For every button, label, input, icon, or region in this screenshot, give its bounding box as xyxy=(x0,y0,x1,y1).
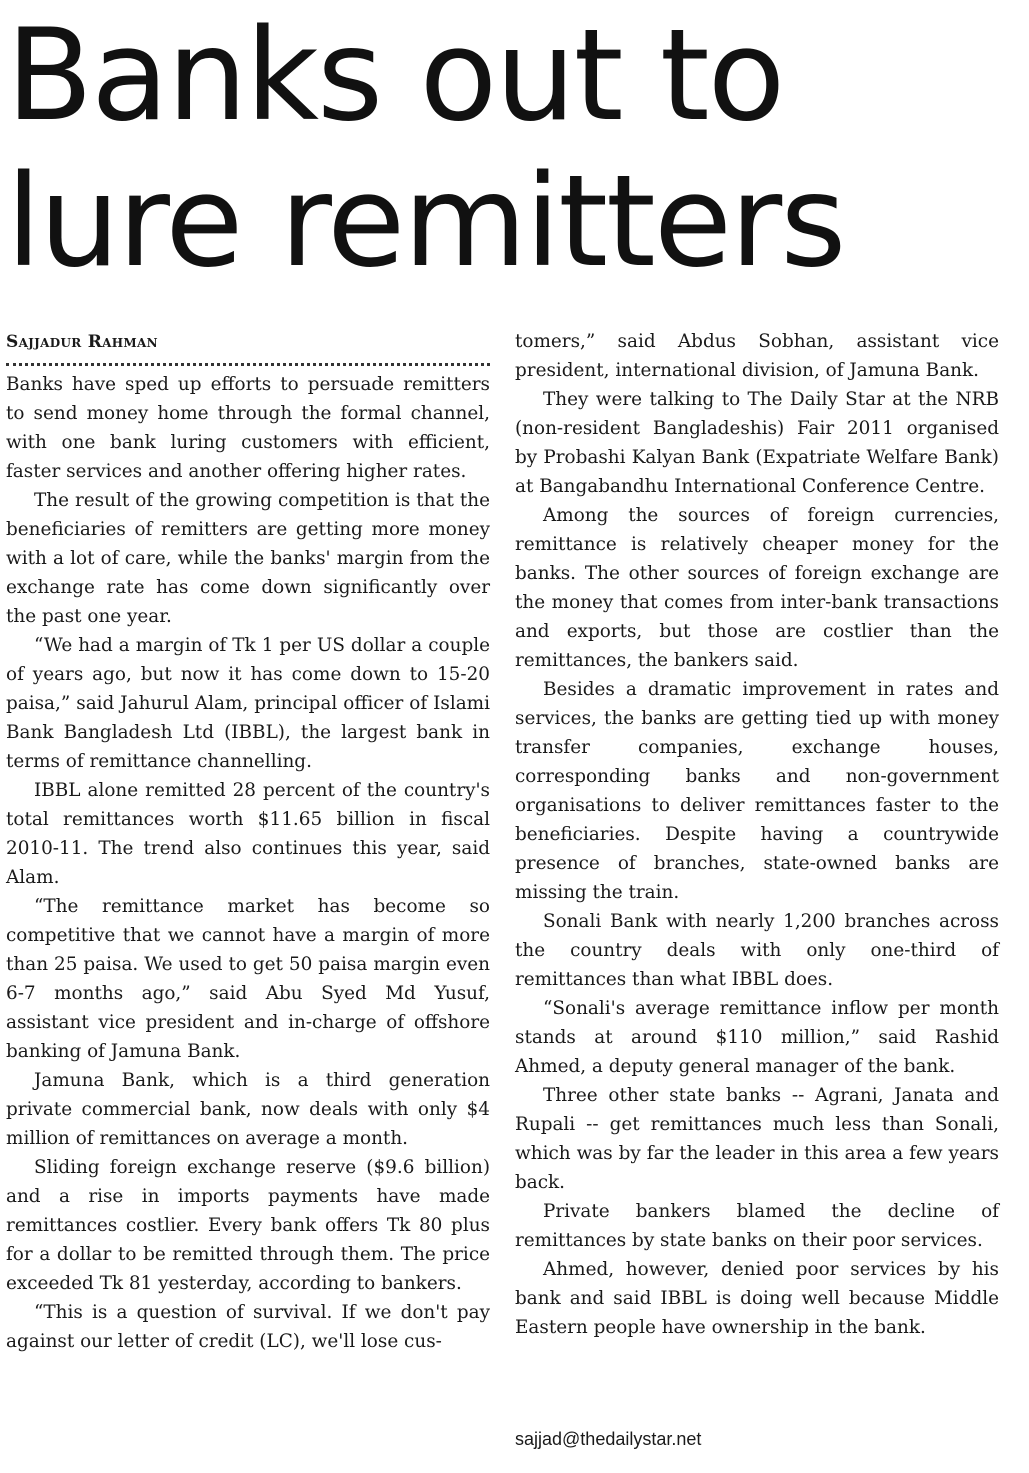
paragraph: Sonali Bank with nearly 1,200 branches across the country deals with only one-third of remittances than what IBBL does. xyxy=(515,911,999,990)
paragraph: IBBL alone remitted 28 percent of the country's total remittances worth $11.65 billion in fiscal 2010-11. The trend also continues this year, said Alam. xyxy=(6,780,490,888)
headline-line-1: Banks out to xyxy=(6,1,784,149)
paragraph: Jamuna Bank, which is a third generation private commercial bank, now deals with only $4 million of remittances on average a month. xyxy=(6,1070,490,1149)
byline-divider xyxy=(6,363,490,366)
paragraph: “The remittance market has become so competitive that we cannot have a margin of more than 25 paisa. We used to get 50 paisa margin even 6-7 months ago,” said Abu Syed Md Yusuf, assistant vice president and in-charge of offshore banking of Jamuna Bank. xyxy=(6,896,490,1062)
paragraph: Besides a dramatic improvement in rates and services, the banks are getting tied up with money transfer companies, exchange houses, corresponding banks and non-government organisations to deliver remittances faster to the beneficiaries. Despite having a countrywide presence of branches, state-owned banks are missing the train. xyxy=(515,679,999,903)
paragraph: “This is a question of survival. If we don't pay against our letter of credit (LC), we'll lose cus- xyxy=(6,1302,490,1352)
paragraph: “Sonali's average remittance inflow per month stands at around $110 million,” said Rashid Ahmed, a deputy general manager of the bank. xyxy=(515,998,999,1077)
paragraph: Three other state banks -- Agrani, Janata and Rupali -- get remittances much less than Sonali, which was by far the leader in this area a few years back. xyxy=(515,1085,999,1193)
paragraph: Sliding foreign exchange reserve ($9.6 billion) and a rise in imports payments have made remittances costlier. Every bank offers Tk 80 plus for a dollar to be remitted through them. The price exceeded Tk 81 yesterday, according to bankers. xyxy=(6,1157,490,1294)
author-email: sajjad@thedailystar.net xyxy=(515,1429,702,1449)
paragraph: Banks have sped up efforts to persuade remitters to send money home through the formal channel, with one bank luring customers with efficient, faster services and another offering higher rates. xyxy=(6,374,490,482)
headline-line-2: lure remitters xyxy=(6,147,845,295)
paragraph: They were talking to The Daily Star at the NRB (non-resident Bangladeshis) Fair 2011 organised by Probashi Kalyan Bank (Expatriate Welfare Bank) at Bangabandhu International Conference Centre. xyxy=(515,389,999,497)
paragraph: Private bankers blamed the decline of remittances by state banks on their poor services. xyxy=(515,1201,999,1251)
article-column-right xyxy=(515,327,999,1342)
paragraph: “We had a margin of Tk 1 per US dollar a couple of years ago, but now it has come down to 15-20 paisa,” said Jahurul Alam, principal officer of Islami Bank Bangladesh Ltd (IBBL), the largest bank in terms of remittance channelling. xyxy=(6,635,490,772)
article-column-left xyxy=(6,327,490,1356)
paragraph-continuation: tomers,” said Abdus Sobhan, assistant vice president, international division, of Jamuna Bank. xyxy=(515,331,999,381)
paragraph: Ahmed, however, denied poor services by his bank and said IBBL is doing well because Middle Eastern people have ownership in the bank. xyxy=(515,1259,999,1338)
byline: Sajjadur Rahman xyxy=(6,332,158,352)
paragraph: The result of the growing competition is that the beneficiaries of remitters are getting more money with a lot of care, while the banks' margin from the exchange rate has come down significantly over the past one year. xyxy=(6,490,490,627)
paragraph: Among the sources of foreign currencies, remittance is relatively cheaper money for the banks. The other sources of foreign exchange are the money that comes from inter-bank transactions and exports, but those are costlier than the remittances, the bankers said. xyxy=(515,505,999,671)
headline xyxy=(6,2,1021,294)
